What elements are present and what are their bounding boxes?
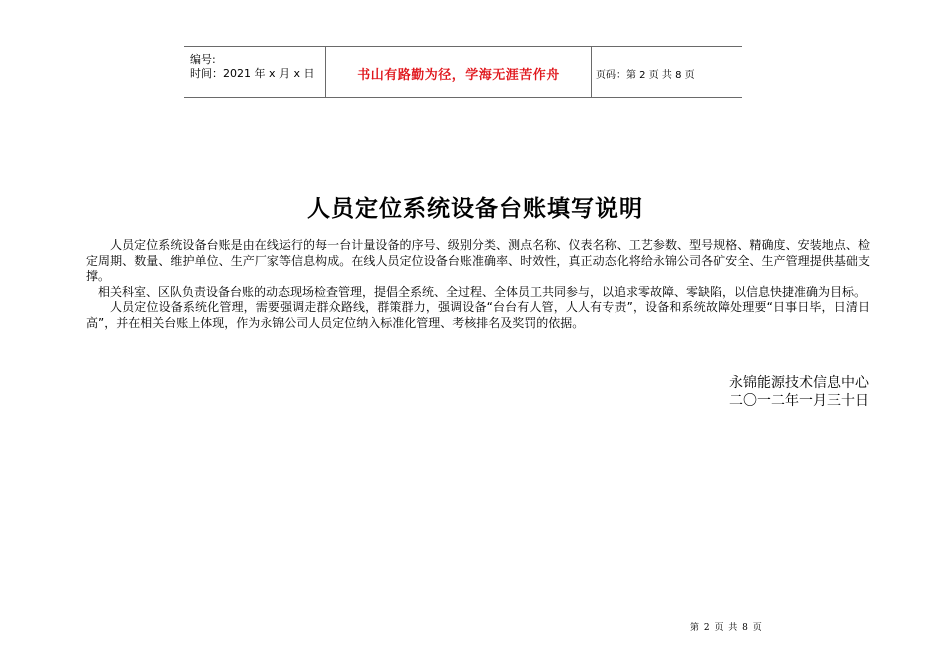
body-paragraph-1: 人员定位系统设备台账是由在线运行的每一台计量设备的序号、级别分类、测点名称、仪表名称、工艺参数、型号规格、精确度、安装地点、检定周期、数量、维护单位、生产厂家等信息构成。在线人员定位设备台账准确率、时效性，真正动态化将给永锦公司各矿安全、生产管理提供基础支撑。	[86, 238, 870, 283]
header-info-cell	[184, 47, 325, 97]
document-number-label: 编号:	[190, 53, 216, 66]
header-motto-cell	[325, 47, 592, 97]
signature-date: 二〇一二年一月三十日	[729, 393, 869, 409]
signature-organization: 永锦能源技术信息中心	[729, 375, 869, 391]
document-time-label: 时间：2021 年 x 月 x 日	[190, 67, 315, 80]
body-paragraph-3: 人员定位设备系统化管理，需要强调走群众路线，群策群力，强调设备“台台有人管，人人有专责”，设备和系统故障处理要“日事日毕，日清日高”，并在相关台账上体现，作为永锦公司人员定位纳入标准化管理、考核排名及奖罚的依据。	[86, 300, 870, 330]
page-footer: 第 2 页 共 8 页	[690, 623, 763, 633]
header-motto: 书山有路勤为径，学海无涯苦作舟	[357, 68, 560, 83]
document-body	[86, 238, 870, 331]
document-title: 人员定位系统设备台账填写说明	[307, 196, 643, 222]
header-page-cell	[591, 47, 742, 97]
page-header	[184, 46, 742, 98]
header-page-code: 页码：第 2 页 共 8 页	[596, 70, 695, 81]
body-paragraph-2: 相关科室、区队负责设备台账的动态现场检查管理，提倡全系统、全过程、全体员工共同参与，以追求零故障、零缺陷，以信息快捷准确为目标。	[98, 284, 867, 299]
